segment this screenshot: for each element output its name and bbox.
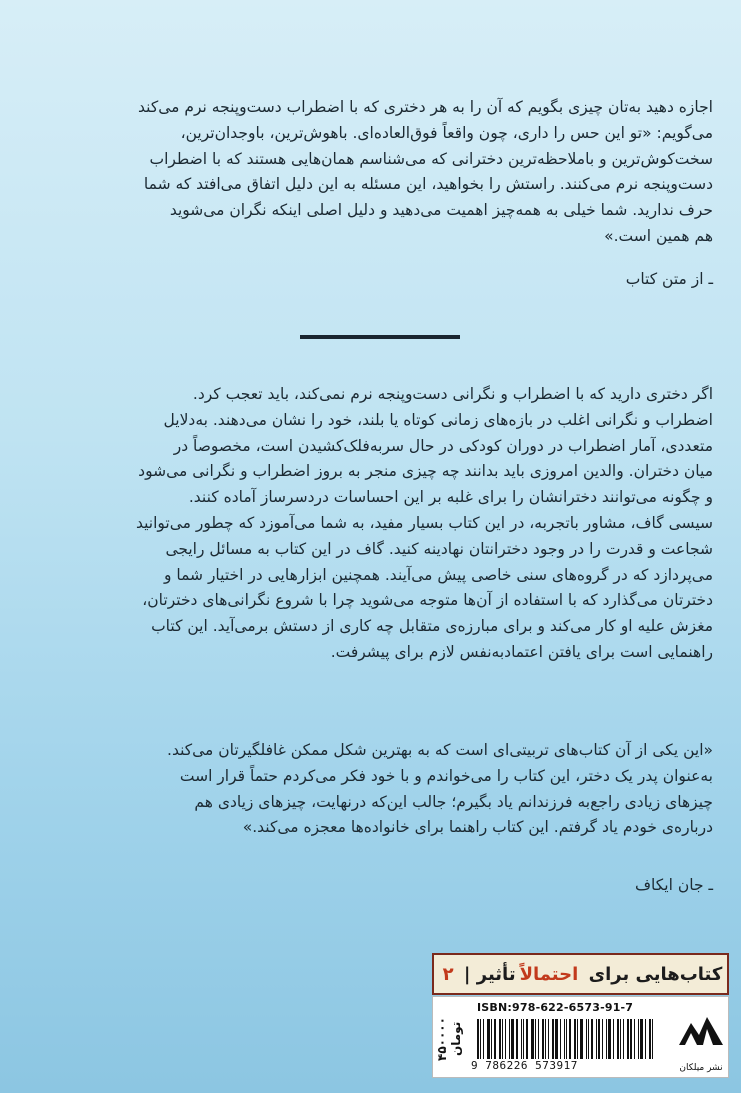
description-line: اگر دختری دارید که با اضطراب و نگرانی دست‌وپنجه نرم نمی‌کند، باید تعجب کرد. xyxy=(192,385,713,403)
barcode-bar xyxy=(638,1019,639,1059)
barcode-bar xyxy=(645,1019,646,1059)
barcode-bar xyxy=(523,1019,524,1059)
quote-line: می‌گویم: «تو این حس را داری، چون واقعاً فوق‌العاده‌ای. باهوش‌ترین، باوجدان‌ترین، xyxy=(180,123,713,142)
barcode-bar xyxy=(602,1019,603,1059)
quote-line: «این یکی از آن کتاب‌های تربیتی‌ای است که به بهترین شکل ممکن غافلگیرتان می‌کند. xyxy=(167,741,713,759)
publisher-name: نشر میلکان xyxy=(679,1063,723,1073)
barcode-bar xyxy=(545,1019,546,1059)
barcode-bar xyxy=(566,1019,567,1059)
quote-line: چیزهای زیادی راجع‌به فرزندانم یاد بگیرم؛ جالب این‌که درنهایت، چیزهای زیادی هم xyxy=(194,792,713,811)
barcode-bar xyxy=(516,1019,518,1059)
price-label: ۴۵۰۰۰۰ تومان xyxy=(435,1017,463,1061)
quote-line: به‌عنوان پدر یک دختر، این کتاب را می‌خواندم و با خود فکر می‌کردم حتماً قرار است xyxy=(179,766,713,785)
barcode-bar xyxy=(542,1019,544,1059)
description-line: مغزش علیه او کار می‌کند و برای مبارزه‌ی متقابل چه کاری از دستش برمی‌آید. این کتاب xyxy=(151,617,713,636)
barcode-bar xyxy=(560,1019,561,1059)
series-prefix: کتاب‌هایی برای xyxy=(588,963,723,985)
description-text xyxy=(73,382,713,666)
barcode-bar xyxy=(511,1019,514,1059)
barcode-bar xyxy=(526,1019,528,1059)
description-line: می‌پردازد که در گروه‌های سنی خاصی پیش می‌آیند. همچنین ابزارهایی در اختیار شما و xyxy=(163,565,713,584)
barcode-bar xyxy=(586,1019,587,1059)
barcode-bar xyxy=(574,1019,576,1059)
barcode-panel xyxy=(432,996,729,1078)
barcode-bar xyxy=(494,1019,496,1059)
quote-line: اجازه دهید به‌تان چیزی بگویم که آن را به هر دختری که با اضطراب دست‌وپنجه نرم می‌کند xyxy=(138,98,713,116)
series-label: کتاب‌هایی برای احتمالاً تأثیر | ۲ xyxy=(432,953,729,995)
barcode-bar xyxy=(620,1019,621,1059)
series-suffix: تأثیر xyxy=(476,963,516,985)
description-line: دخترتان می‌گذارد که با استفاده از آن‌ها متوجه می‌شوید چرا با شروع نگرانی‌های دخترتان، xyxy=(142,591,713,610)
description-line: سیسی گاف، مشاور باتجربه، در این کتاب بسیار مفید، به شما می‌آموزد که چطور می‌توانید xyxy=(135,513,713,532)
section-divider xyxy=(300,335,460,339)
barcode-bar xyxy=(649,1019,651,1059)
barcode-bar xyxy=(552,1019,554,1059)
barcode-bar xyxy=(577,1019,578,1059)
barcode-bar xyxy=(617,1019,619,1059)
barcode-bars xyxy=(477,1019,667,1059)
description-line: راهنمایی است برای یافتن اعتمادبه‌نفس لازم برای پیشرفت. xyxy=(330,642,713,661)
barcode-bar xyxy=(591,1019,593,1059)
description-line: شجاعت و قدرت را در وجود دخترانتان نهادینه کنید. گاف در این کتاب به مسائل رایجی xyxy=(165,539,713,558)
top-quote-attribution: ـ از متن کتاب xyxy=(625,270,713,288)
description-line: و چگونه می‌توانند دخترانشان را برای غلبه بر این احساسات دردسرساز آماده کنند. xyxy=(188,488,713,507)
barcode-bar xyxy=(477,1019,479,1059)
ean-digits: 9 786226 573917 xyxy=(471,1059,578,1072)
series-accent: احتمالاً xyxy=(519,963,579,985)
quote-line: هم همین است.» xyxy=(604,226,713,245)
barcode-bar xyxy=(521,1019,522,1059)
barcode-bar xyxy=(491,1019,492,1059)
publisher-logo-icon xyxy=(677,1005,725,1071)
barcode-bar xyxy=(652,1019,653,1059)
series-number: ۲ xyxy=(442,963,454,985)
bottom-quote xyxy=(73,738,713,841)
barcode-bar xyxy=(555,1019,558,1059)
barcode-bar xyxy=(580,1019,583,1059)
barcode-bar xyxy=(608,1019,611,1059)
bottom-quote-attribution: ـ جان ایکاف xyxy=(634,876,713,894)
barcode-bar xyxy=(505,1019,506,1059)
barcode-bar xyxy=(483,1019,484,1059)
barcode-bar xyxy=(569,1019,571,1059)
description-line: متعددی، آمار اضطراب در دوران کودکی در حال سربه‌فلک‌کشیدن است، مخصوصاً در xyxy=(173,436,713,455)
barcode-bar xyxy=(502,1019,503,1059)
barcode-bar xyxy=(548,1019,549,1059)
barcode-bar xyxy=(538,1019,539,1059)
barcode-bar xyxy=(630,1019,632,1059)
top-quote xyxy=(73,95,713,250)
barcode-bar xyxy=(623,1019,624,1059)
barcode-bar xyxy=(564,1019,565,1059)
barcode-bar xyxy=(596,1019,597,1059)
barcode-bar xyxy=(640,1019,643,1059)
barcode-bar xyxy=(598,1019,600,1059)
description-line: اضطراب و نگرانی اغلب در بازه‌های زمانی کوتاه یا بلند، خود را نشان می‌دهند. به‌دلایل xyxy=(163,410,713,429)
isbn-text: ISBN:978-622-6573-91-7 xyxy=(477,1001,634,1014)
barcode-bar xyxy=(588,1019,589,1059)
quote-line: حرف ندارید. شما خیلی به همه‌چیز اهمیت می‌دهید و دلیل اصلی اینکه نگران می‌شوید xyxy=(169,201,713,220)
barcode-bar xyxy=(509,1019,510,1059)
quote-line: سخت‌کوش‌ترین و باملاحظه‌ترین دخترانی که می‌شناسم همان‌هایی هستند که با اضطراب xyxy=(149,149,713,168)
barcode-bar xyxy=(613,1019,614,1059)
barcode-bar xyxy=(499,1019,501,1059)
quote-line: دست‌وپنجه نرم می‌کنند. راستش را بخواهید، این مسئله به این دلیل اتفاق می‌افتد که شما xyxy=(143,175,713,194)
barcode-bar xyxy=(627,1019,629,1059)
quote-line: درباره‌ی خودم یاد گرفتم. این کتاب راهنما برای خانواده‌ها معجزه می‌کند.» xyxy=(242,818,713,837)
barcode-bar xyxy=(535,1019,536,1059)
barcode-bar xyxy=(606,1019,607,1059)
barcode-bar xyxy=(634,1019,635,1059)
barcode-bar xyxy=(480,1019,481,1059)
barcode-bar xyxy=(487,1019,490,1059)
barcode-bar xyxy=(531,1019,534,1059)
description-line: میان دختران. والدین امروزی باید بدانند چه چیزی منجر به بروز اضطراب و نگرانی می‌شود xyxy=(138,462,713,481)
